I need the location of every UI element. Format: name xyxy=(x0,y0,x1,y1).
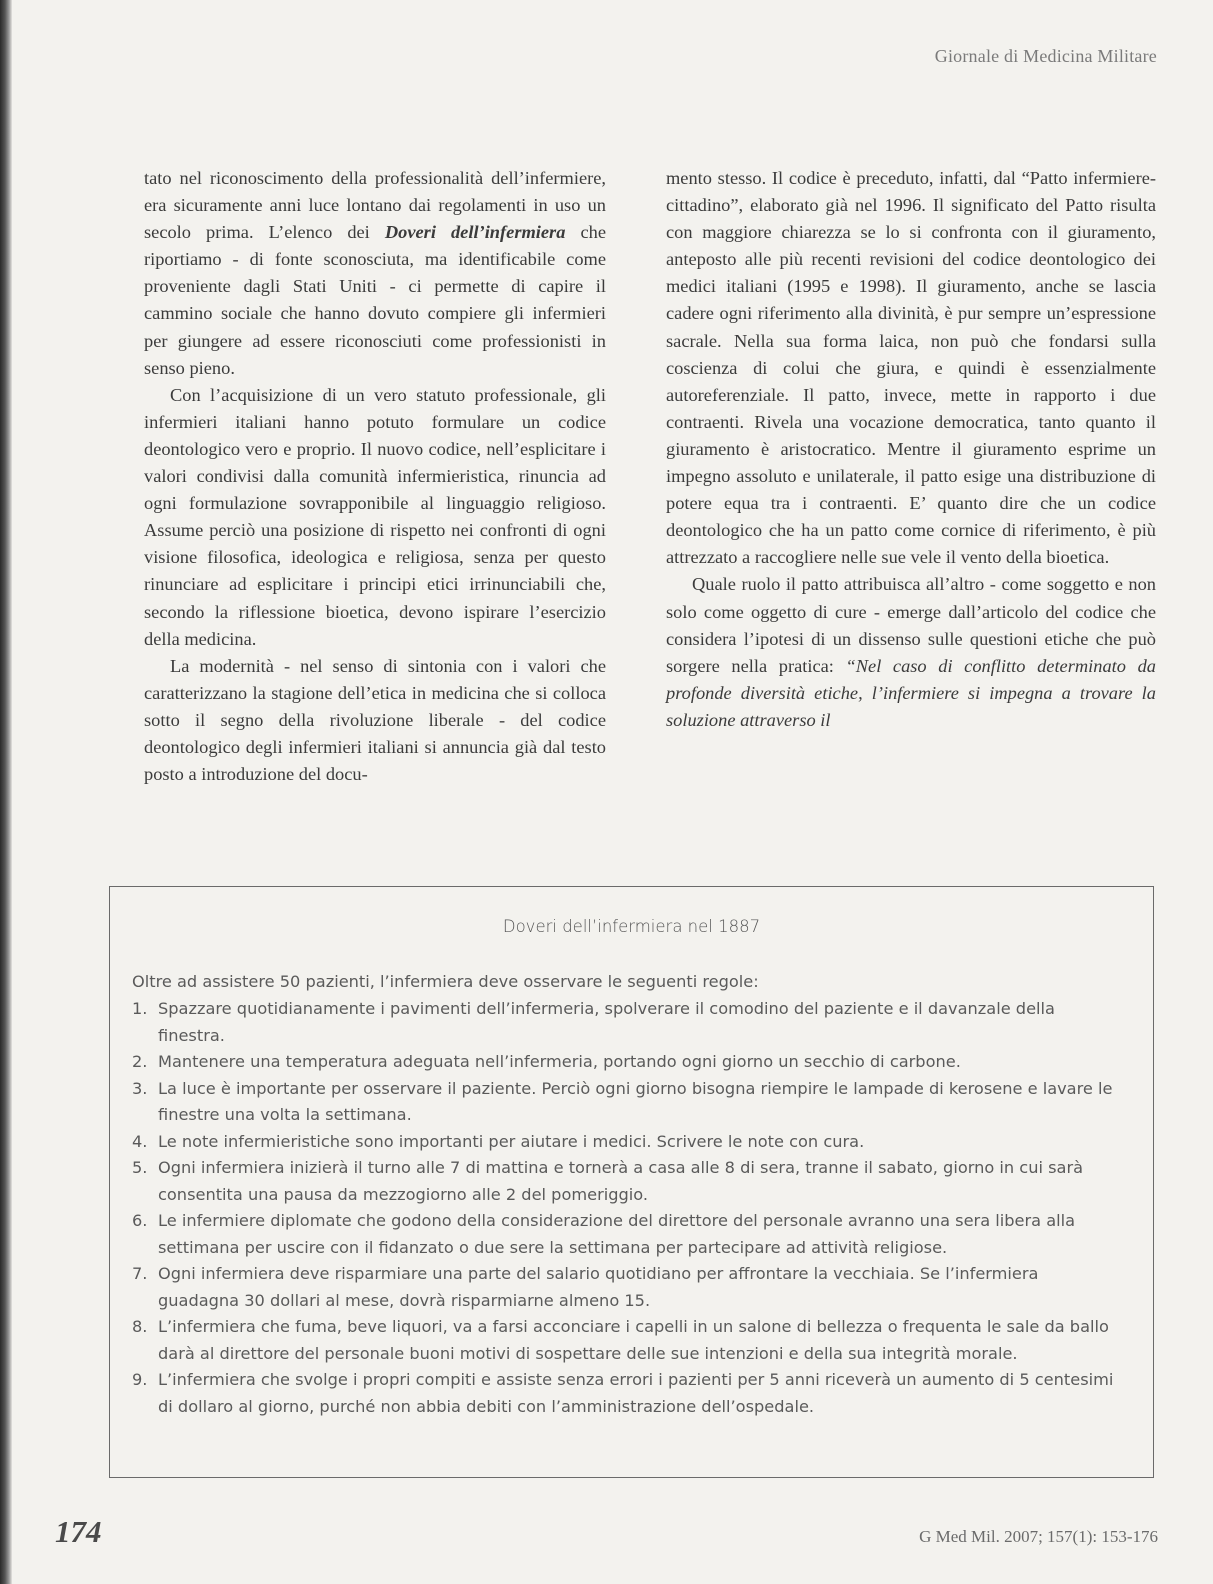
paragraph: Con l’acquisizione di un vero statuto professionale, gli infermieri italiani hanno potuto formulare un codice deontologico vero e proprio. Il nuovo codice, nell’esplicitare i valori condivisi dalla comunità infermieristica, rinuncia ad ogni formulazione sovrapponibile al linguaggio religioso. Assume perciò una posizione di rispetto nei confronti di ogni visione filosofica, ideologica e religiosa, senza per questo rinunciare ad esplicitare i principi etici irrinunciabili che, secondo la riflessione bioetica, devono ispirare l’esercizio della medicina. xyxy=(144,384,606,649)
list-item: 3. La luce è importante per osservare il paziente. Perciò ogni giorno bisogna riempire le lampade di kerosene e lavare le finestre una volta la settimana. xyxy=(132,1078,1113,1124)
running-header: Giornale di Medicina Militare xyxy=(934,46,1157,66)
list-item: 1. Spazzare quotidianamente i pavimenti dell’infermeria, spolverare il comodino del paziente e il davanzale della finestra. xyxy=(132,999,1055,1045)
paragraph: tato nel riconoscimento della professionalità dell’infermiere, era sicuramente anni luce lontano dai regolamenti in uso un secolo prima. L’elenco dei Doveri dell’infermiera che riportiamo - di fonte sconosciuta, ma identificabile come proveniente dagli Stati Uniti - ci permette di capire il cammino sociale che hanno dovuto compiere gli infermieri per giungere ad essere riconosciuti come professionisti in senso pieno. xyxy=(144,168,606,378)
journal-citation: G Med Mil. 2007; 157(1): 153-176 xyxy=(919,1527,1158,1546)
list-item: 8. L’infermiera che fuma, beve liquori, va a farsi acconciare i capelli in un salone di bellezza o frequenta le sale da ballo darà al direttore del personale buoni motivi di sospettare delle sue intenzioni e della sua integrità morale. xyxy=(132,1317,1109,1363)
rules-box xyxy=(109,886,1154,1478)
box-title: Doveri dell’infermiera nel 1887 xyxy=(502,917,761,936)
paragraph: mento stesso. Il codice è preceduto, infatti, dal “Patto infermiere-cittadino”, elaborato già nel 1996. Il significato del Patto risulta con maggiore chiarezza se lo si confronta con il giuramento, anteposto alle più recenti revisioni del codice deontologico dei medici italiani (1995 e 1998). Il giuramento, anche se lascia cadere ogni riferimento alla divinità, è pur sempre un’espressione sacrale. Nella sua forma laica, non può che fondarsi sulla coscienza di colui che giura, e quindi è essenzialmente autoreferenziale. Il patto, invece, mette in rapporto i due contraenti. Rivela una vocazione democratica, tanto quanto il giuramento è aristocratico. Mentre il giuramento esprime un impegno assoluto e unilaterale, il patto esige una distribuzione di potere equa tra i contraenti. E’ quanto dire che un codice deontologico che ha un patto come cornice di riferimento, è più attrezzato a raccogliere nelle sue vele il vento della bioetica. xyxy=(666,168,1156,568)
code-quote: “Nel caso di conflitto determinato da profonde diversità etiche, l’infermiere si impegna a trovare la soluzione attraverso il xyxy=(666,655,1156,730)
list-item: 6. Le infermiere diplomate che godono della considerazione del direttore del personale avranno una sera libera alla settimana per uscire con il fidanzato o due sere la settimana per partecipare ad attività religiose. xyxy=(132,1211,1076,1257)
right-text-column xyxy=(666,165,1156,734)
list-item: 4. Le note infermieristiche sono importanti per aiutare i medici. Scrivere le note con cura. xyxy=(132,1131,865,1151)
box-intro: Oltre ad assistere 50 pazienti, l’infermiera deve osservare le seguenti regole: xyxy=(132,972,759,991)
book-spine-shadow xyxy=(0,0,12,1584)
paragraph: Quale ruolo il patto attribuisca all’altro - come soggetto e non solo come oggetto di cure - emerge dall’articolo del codice che considera l’ipotesi di un dissenso sulle questioni etiche che può sorgere nella pratica: “Nel caso di conflitto determinato da profonde diversità etiche, l’infermiere si impegna a trovare la soluzione attraverso il xyxy=(666,574,1156,730)
emphasis-title: Doveri dell’infermiera xyxy=(384,222,566,243)
left-text-column xyxy=(144,165,606,788)
list-item: 5. Ogni infermiera inizierà il turno alle 7 di mattina e tornerà a casa alle 8 di sera, tranne il sabato, giorno in cui sarà consentita una pausa da mezzogiorno alle 2 del pomeriggio. xyxy=(132,1158,1084,1204)
paragraph: La modernità - nel senso di sintonia con i valori che caratterizzano la stagione dell’etica in medicina che si colloca sotto il segno della rivoluzione liberale - del codice deontologico degli infermieri italiani si annuncia già dal testo posto a introduzione del docu- xyxy=(144,655,606,785)
list-item: 9. L’infermiera che svolge i propri compiti e assiste senza errori i pazienti per 5 anni riceverà un aumento di 5 centesimi di dollaro al giorno, purché non abbia debiti con l’amministrazione dell’ospedale. xyxy=(132,1370,1114,1416)
rules-list xyxy=(132,996,1122,1420)
list-item: 2. Mantenere una temperatura adeguata nell’infermeria, portando ogni giorno un secchio di carbone. xyxy=(132,1052,961,1071)
page-number: 174 xyxy=(55,1514,102,1549)
list-item: 7. Ogni infermiera deve risparmiare una parte del salario quotidiano per affrontare la vecchiaia. Se l’infermiera guadagna 30 dollari al mese, dovrà risparmiarne almeno 15. xyxy=(132,1264,1039,1310)
